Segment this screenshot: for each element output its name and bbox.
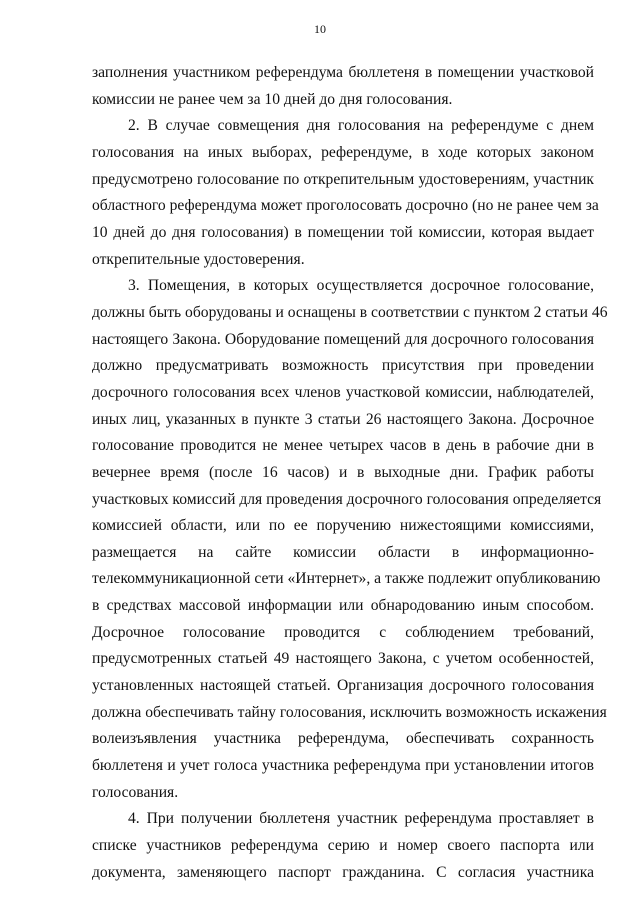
text-line: 10 дней до дня голосования) в помещении той комиссии, которая выдает [92,223,594,241]
paragraph [92,806,594,886]
page-number: 10 [314,22,326,36]
text-line: предусмотрено голосование по открепительным удостоверениям, участник [92,170,594,188]
text-line: 2. В случае совмещения дня голосования на референдуме с днем [128,117,594,135]
text-line: участковых комиссий для проведения досрочного голосования определяется [92,490,602,508]
text-line: Досрочное голосование проводится с соблюдением требований, [92,623,594,641]
paragraph [92,273,608,806]
text-line: 3. Помещения, в которых осуществляется досрочное голосование, [128,277,594,295]
text-line: открепительные удостоверения. [92,250,305,268]
text-line: в средствах массовой информации или обнародованию иным способом. [92,597,594,615]
text-line: иных лиц, указанных в пункте 3 статьи 26 настоящего Закона. Досрочное [92,410,594,428]
text-line: голосования на иных выборах, референдуме, в ходе которых законом [92,143,594,161]
text-line: волеизъявления участника референдума, обеспечивать сохранность [92,730,594,748]
text-line: должно предусматривать возможность присутствия при проведении [92,357,594,375]
document-body [92,60,608,886]
paragraph [92,113,599,273]
text-line: заполнения участником референдума бюллетеня в помещении участковой [92,64,594,81]
text-line: 4. При получении бюллетеня участник референдума проставляет в [128,810,594,828]
text-line: должны быть оборудованы и оснащены в соответствии с пунктом 2 статьи 46 [92,303,608,321]
text-line: бюллетеня и учет голоса участника референдума при установлении итогов [92,757,594,775]
text-line: досрочного голосования всех членов участковой комиссии, наблюдателей, [92,383,594,401]
text-line: комиссии не ранее чем за 10 дней до дня голосования. [92,90,453,108]
text-line: голосование проводится не менее четырех часов в день в рабочие дни в [92,437,594,455]
text-line: голосования. [92,783,179,801]
text-line: установленных настоящей статьей. Организация досрочного голосования [92,677,594,695]
text-line: областного референдума может проголосовать досрочно (но не ранее чем за [92,197,599,215]
text-line: комиссией области, или по ее поручению нижестоящими комиссиями, [92,517,594,535]
text-line: настоящего Закона. Оборудование помещений для досрочного голосования [92,330,594,348]
text-line: телекоммуникационной сети «Интернет», а также подлежит опубликованию [92,570,601,588]
text-line: списке участников референдума серию и номер своего паспорта или [92,837,594,855]
text-line: вечернее время (после 16 часов) и в выходные дни. График работы [92,463,594,481]
text-line: размещается на сайте комиссии области в информационно- [92,543,594,561]
paragraph [92,60,594,113]
text-line: предусмотренных статьей 49 настоящего Закона, с учетом особенностей, [92,650,594,668]
text-line: должна обеспечивать тайну голосования, исключить возможность искажения [92,703,607,721]
text-line: документа, заменяющего паспорт гражданина. С согласия участника [92,863,594,881]
